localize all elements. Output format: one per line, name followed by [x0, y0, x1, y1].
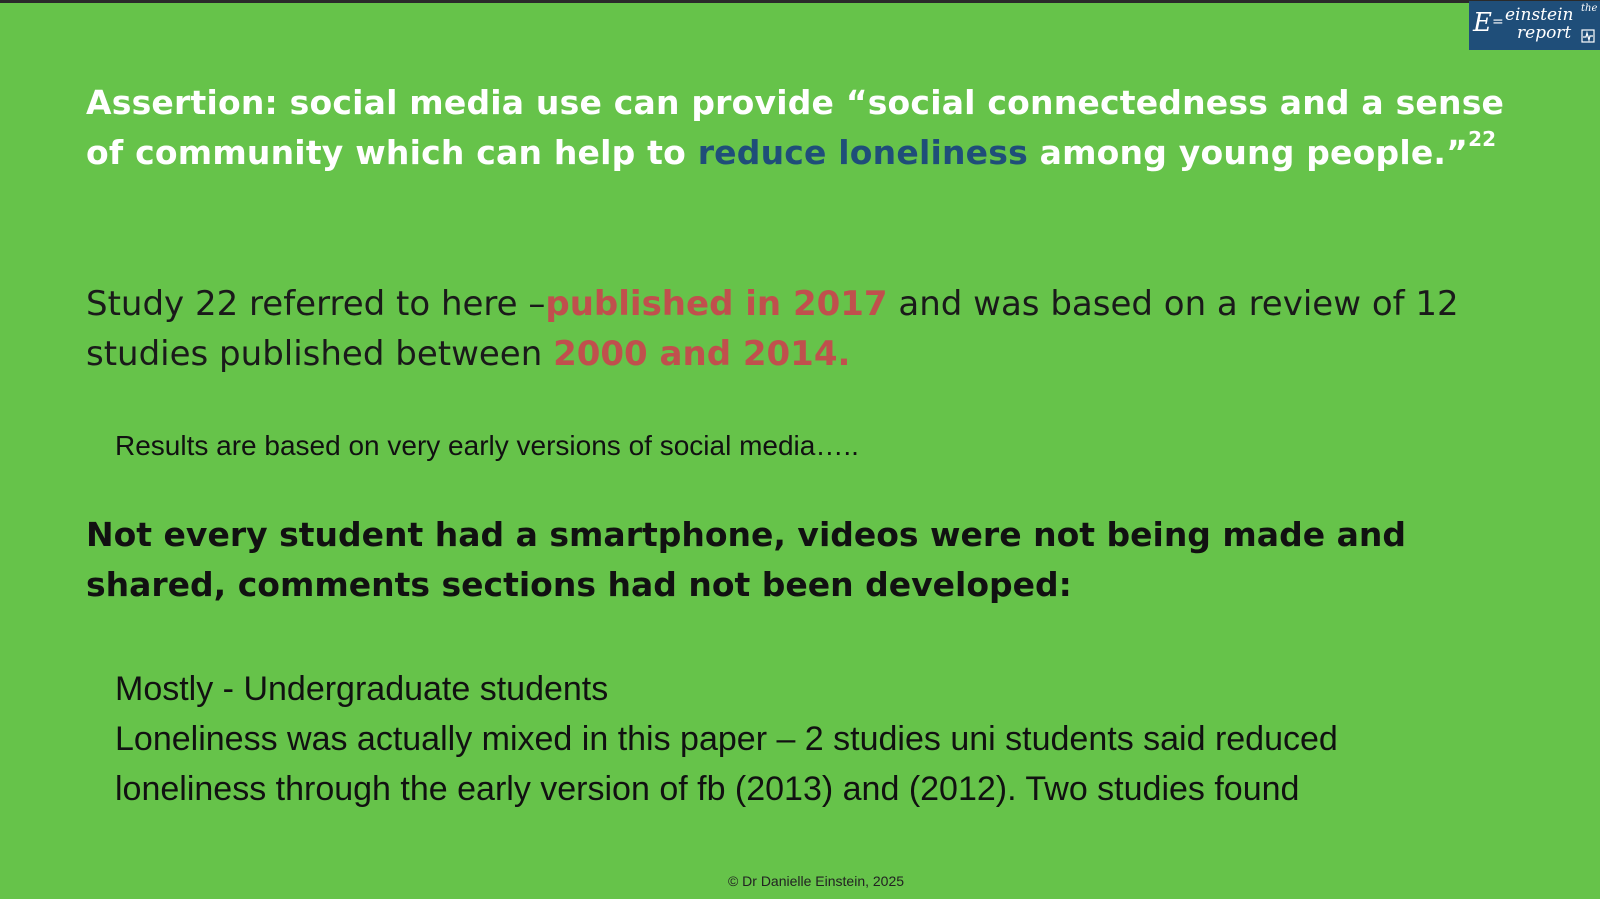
results-note: Results are based on very early versions of social media….. — [115, 430, 859, 461]
assertion-text-end: among young people.” — [1027, 133, 1469, 172]
logo-e-symbol: E — [1473, 8, 1492, 38]
logo-word-einstein: einstein — [1505, 5, 1574, 25]
detail-line-2: Loneliness was actually mixed in this paper – 2 studies uni students said reduced — [115, 720, 1338, 758]
detail-line-3: loneliness through the early version of fb (2013) and (2012). Two studies found — [115, 770, 1300, 808]
logo-equals: = — [1492, 14, 1504, 30]
study-text-middle: and was based on a review of 12 studies published between — [86, 284, 1459, 374]
detail-line-1: Mostly - Undergraduate students — [115, 670, 609, 708]
einstein-report-logo — [1469, 1, 1600, 50]
logo-word-the: the — [1581, 3, 1598, 14]
top-border — [0, 0, 1600, 3]
copyright-footer: © Dr Danielle Einstein, 2025 — [727, 873, 905, 889]
citation-superscript: 22 — [1468, 127, 1497, 151]
details-list — [115, 664, 1575, 814]
study-highlight-year-range: 2000 and 2014. — [553, 334, 851, 374]
study-description — [86, 279, 1526, 379]
limitations-statement: Not every student had a smartphone, videos were not being made and shared, comments sections had not been developed: — [86, 515, 1406, 604]
logo-word-report: report — [1517, 23, 1572, 43]
assertion-heading — [86, 78, 1526, 178]
study-highlight-published-year: published in 2017 — [545, 284, 888, 324]
assertion-highlight-reduce-loneliness: reduce loneliness — [697, 133, 1028, 172]
assertion-text-start: Assertion: social media use can provide “social connectedness and a sense of community which can help to — [86, 83, 1505, 172]
heartbeat-icon — [1581, 29, 1595, 43]
study-text-start: Study 22 referred to here – — [86, 284, 546, 324]
